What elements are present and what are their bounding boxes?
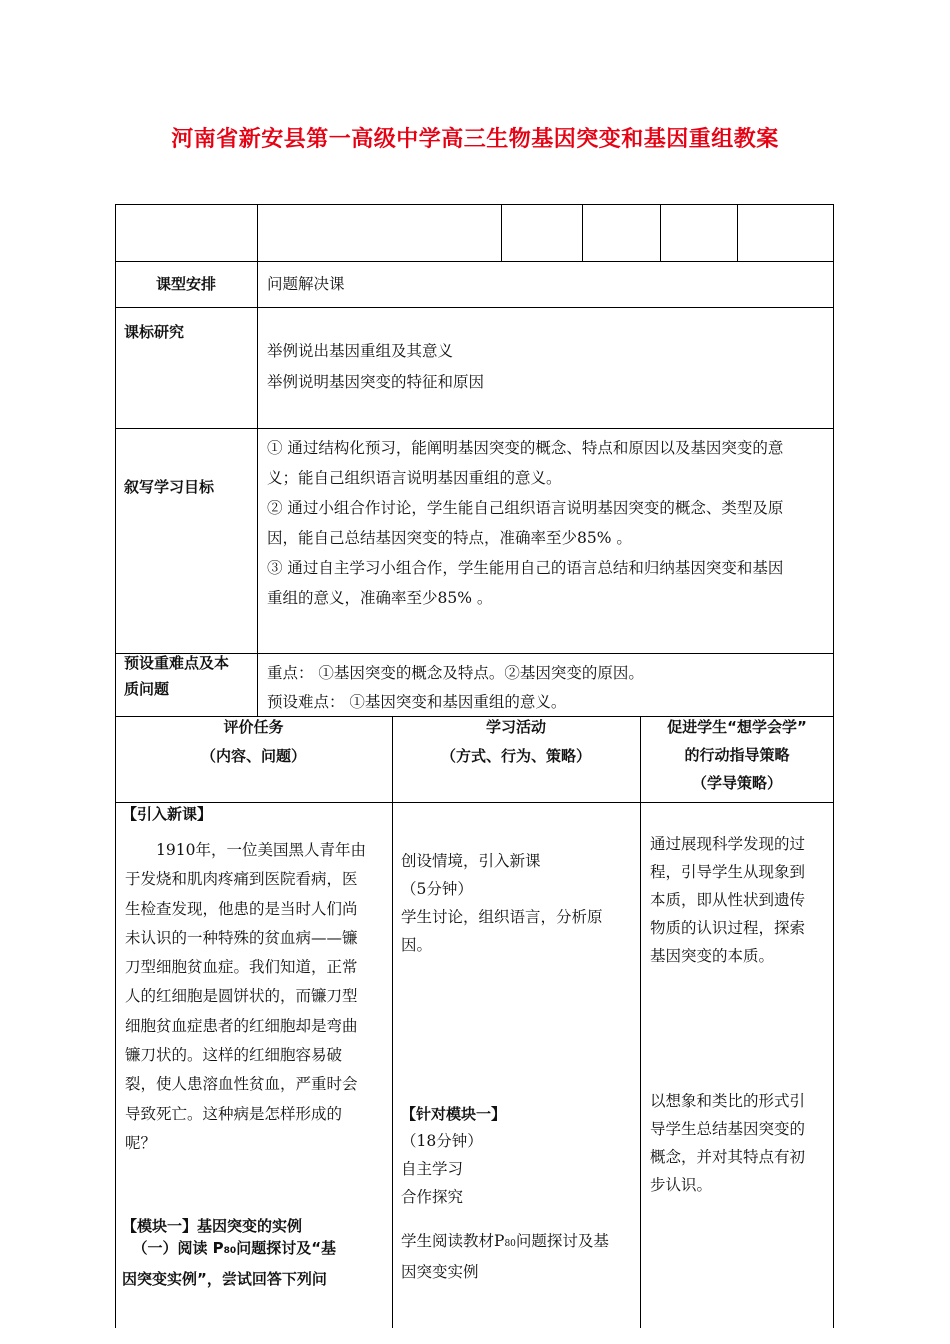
module-activity-line: 自主学习 (401, 1160, 464, 1178)
objective-line: 义；能自己组织语言说明基因重组的意义。 (267, 469, 562, 487)
reading-activity-line (401, 1227, 609, 1258)
module-question (122, 1234, 336, 1293)
course-type-value: 问题解决课 (267, 275, 345, 293)
module-question-pre: （一）阅读 P (132, 1239, 224, 1257)
header-cell-divider (660, 204, 661, 261)
strategy-line: 物质的认识过程，探索 (650, 919, 806, 937)
intro-line: 人的红细胞是圆饼状的，而镰刀型 (125, 987, 358, 1006)
objective-line: ① 通过结构化预习，能阐明基因突变的概念、特点和原因以及基因突变的意 (267, 439, 784, 457)
module-question-post: 问题探讨及“基 (236, 1239, 337, 1257)
key-points-difficulty: 预设难点： ①基因突变和基因重组的意义。 (267, 693, 567, 711)
row-divider (115, 261, 834, 262)
intro-line: 刀型细胞贫血症。我们知道，正常 (125, 958, 358, 977)
module-activity (401, 1127, 483, 1211)
header-cell-divider (501, 204, 502, 261)
objective-line: ③ 通过自主学习小组合作，学生能用自己的语言总结和归纳基因突变和基因 (267, 559, 784, 577)
reading-activity (401, 1227, 609, 1286)
activity-line: 创设情境，引入新课 (401, 852, 541, 870)
strategy-line: 步认识。 (650, 1176, 713, 1194)
course-type-label: 课型安排 (155, 275, 216, 293)
objective-line: ② 通过小组合作讨论，学生能自己组织语言说明基因突变的概念、类型及原 (267, 499, 784, 517)
header-col1-line: 评价任务 (223, 718, 284, 736)
header-col3-line: 的行动指导策略 (684, 746, 790, 764)
header-col2 (392, 713, 640, 771)
key-points-focus: 重点： ①基因突变的概念及特点。②基因突变的原因。 (267, 664, 644, 682)
key-points-label-line: 预设重难点及本 (124, 654, 230, 672)
column-divider (640, 716, 641, 1328)
strategy-line: 概念，并对其特点有初 (650, 1148, 806, 1166)
standards-content (267, 337, 484, 397)
module-activity-heading: 【针对模块一】 (401, 1105, 507, 1123)
intro-line: 1910年，一位美国黑人青年由 (156, 841, 366, 859)
strategy-line: 导学生总结基因突变的 (650, 1120, 806, 1138)
strategy-line: 程，引导学生从现象到 (650, 863, 806, 881)
strategy-line: 基因突变的本质。 (650, 947, 775, 965)
intro-line: 细胞贫血症患者的红细胞却是弯曲 (125, 1016, 358, 1035)
objectives-label: 叙写学习目标 (124, 478, 215, 496)
header-cell-divider (737, 204, 738, 261)
reading-activity-line: 因突变实例 (401, 1263, 479, 1281)
strategy-line: 本质，即从性状到遗传 (650, 891, 806, 909)
module-heading: 【模块一】基因突变的实例 (122, 1217, 303, 1235)
intro-line: 镰刀状的。这样的红细胞容易破 (125, 1046, 343, 1065)
intro-line: 呢？ (125, 1133, 157, 1152)
objective-line: 因，能自己总结基因突变的特点，准确率至少85% 。 (267, 529, 632, 547)
reading-activity-sub: 80 (504, 1239, 516, 1249)
intro-line: 于发烧和肌肉疼痛到医院看病，医 (125, 870, 358, 889)
intro-heading: 【引入新课】 (122, 805, 213, 823)
column-divider (392, 716, 393, 1328)
row-divider (115, 428, 834, 429)
standards-line: 举例说明基因突变的特征和原因 (267, 373, 485, 391)
activity-line: 因。 (401, 936, 433, 954)
reading-activity-post: 问题探讨及基 (515, 1232, 609, 1250)
header-col2-line: 学习活动 (485, 718, 546, 736)
key-points-label-line: 质问题 (124, 680, 170, 698)
key-points-label (124, 650, 229, 702)
module-question-line: 因突变实例”，尝试回答下列问 (122, 1270, 327, 1288)
intro-line: 裂，使人患溶血性贫血，严重时会 (125, 1075, 358, 1094)
intro-activity (401, 847, 603, 959)
standards-line: 举例说出基因重组及其意义 (267, 342, 454, 360)
module-activity-line: （18分钟） (401, 1132, 483, 1150)
intro-passage (125, 836, 387, 1158)
strategy-line: 通过展现科学发现的过 (650, 835, 806, 853)
activity-line: 学生讨论，组织语言，分析原 (401, 908, 603, 926)
module-question-line (122, 1234, 336, 1265)
header-col2-line: （方式、行为、策略） (440, 747, 591, 765)
header-col1-line: （内容、问题） (200, 747, 306, 765)
page-title: 河南省新安县第一高级中学高三生物基因突变和基因重组教案 (171, 127, 779, 152)
header-cell-divider (582, 204, 583, 261)
objective-line: 重组的意义，准确率至少85% 。 (267, 589, 493, 607)
module-question-sub: 80 (223, 1246, 237, 1256)
upper-table-divider (257, 204, 258, 717)
header-row-divider (115, 802, 834, 803)
objectives-content (267, 433, 783, 613)
intro-line: 未认识的一种特殊的贫血病——镰 (125, 928, 358, 947)
header-col3-line: （学导策略） (691, 774, 782, 792)
header-col3 (640, 713, 834, 797)
row-divider (115, 307, 834, 308)
strategy-block (650, 1087, 805, 1199)
module-activity-line: 合作探究 (401, 1188, 464, 1206)
reading-activity-pre: 学生阅读教材P (401, 1232, 505, 1250)
intro-line: 生检查发现，他患的是当时人们尚 (125, 899, 358, 918)
intro-line: 导致死亡。这种病是怎样形成的 (125, 1104, 343, 1123)
strategy-block (650, 830, 805, 970)
activity-line: （5分钟） (401, 880, 473, 898)
standards-label: 课标研究 (124, 323, 185, 341)
header-col3-line: 促进学生“想学会学” (667, 718, 807, 736)
key-points-content (267, 659, 644, 717)
header-col1 (115, 713, 392, 771)
strategy-line: 以想象和类比的形式引 (650, 1092, 806, 1110)
